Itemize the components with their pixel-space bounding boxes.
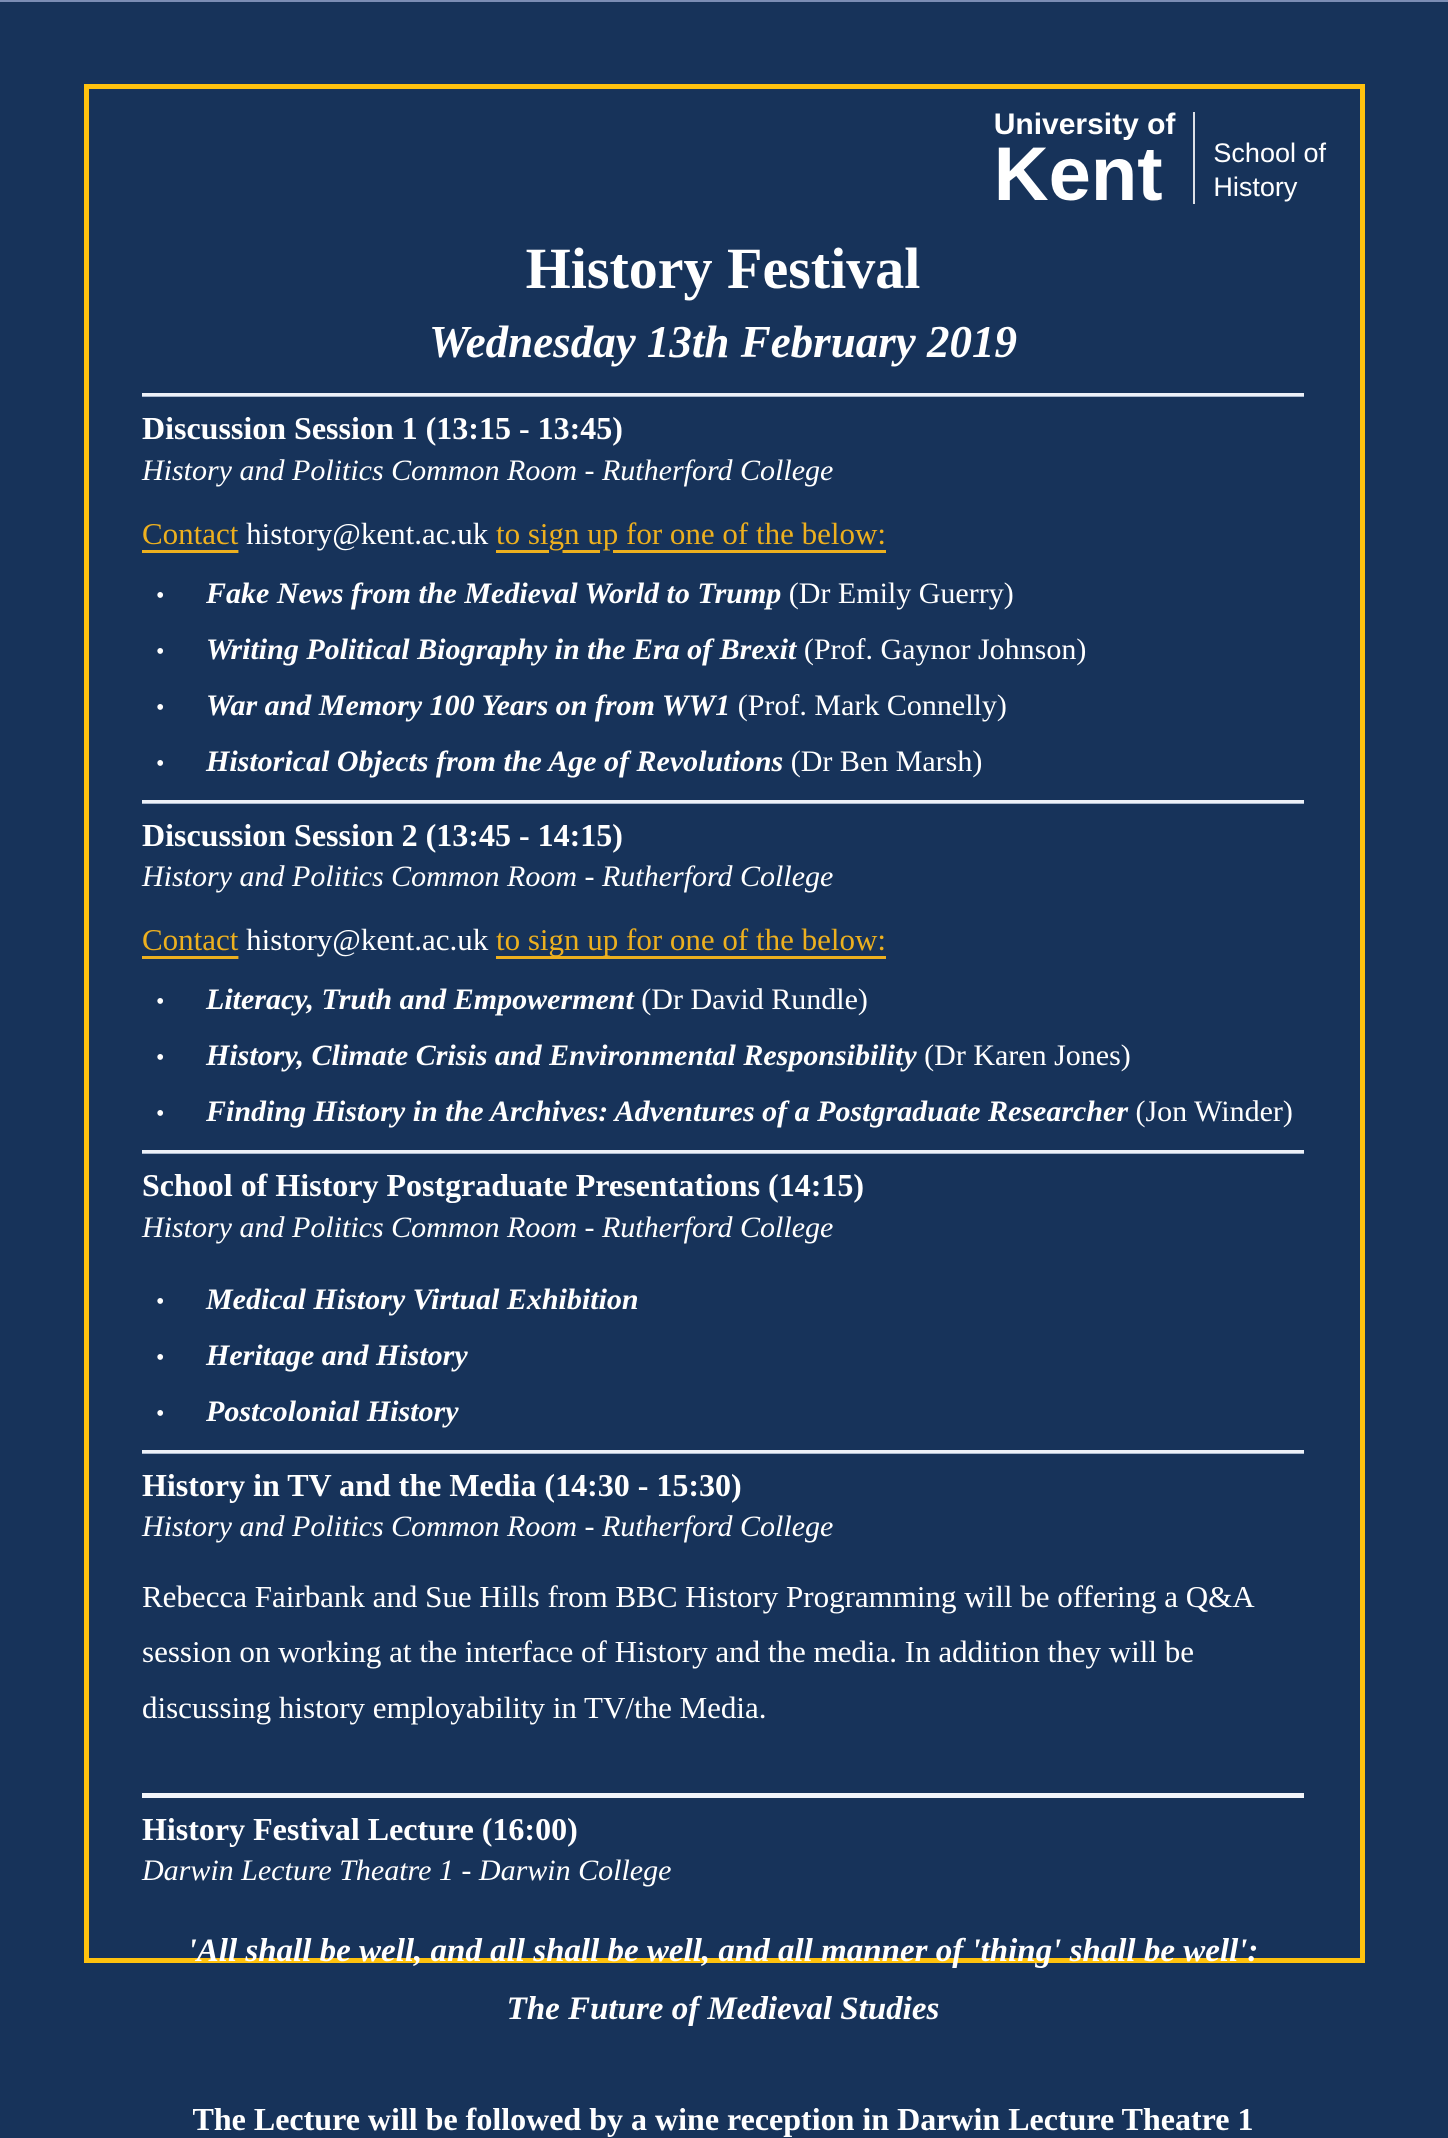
talk-title: Fake News from the Medieval World to Trump — [206, 576, 782, 610]
separator — [142, 1793, 1304, 1798]
university-of-text: University of — [993, 108, 1176, 141]
talk-speaker: (Jon Winder) — [1135, 1095, 1293, 1129]
talk-list — [142, 1282, 1304, 1430]
talk-title: Finding History in the Archives: Adventures of a Postgraduate Researcher — [206, 1095, 1128, 1129]
talk-item — [142, 688, 1304, 724]
contact-line — [142, 921, 1304, 958]
section-history-festival-lecture — [142, 1810, 1304, 2039]
talk-speaker: (Prof. Gaynor Johnson) — [803, 632, 1087, 666]
separator — [142, 800, 1304, 804]
talk-item — [142, 1094, 1304, 1130]
contact-line — [142, 515, 1304, 552]
session-location: History and Politics Common Room - Rutherford College — [142, 860, 834, 894]
separator — [142, 1450, 1304, 1454]
talk-title: Writing Political Biography in the Era of Brexit — [206, 632, 797, 666]
school-of-line: School of — [1213, 137, 1326, 168]
session-location: History and Politics Common Room - Rutherford College — [142, 1510, 834, 1544]
contact-email-link[interactable]: history@kent.ac.uk — [246, 922, 489, 958]
contact-link[interactable]: Contact — [142, 515, 239, 551]
lecture-title — [142, 1923, 1304, 2039]
bullet-icon: • — [156, 1344, 165, 1371]
talk-item — [142, 1338, 1304, 1374]
talk-title: Heritage and History — [206, 1338, 468, 1372]
talk-list — [142, 576, 1304, 780]
section-discussion-session-2 — [142, 816, 1304, 1131]
talk-speaker: (Dr Emily Guerry) — [788, 576, 1014, 610]
talk-speaker: (Dr Karen Jones) — [924, 1039, 1131, 1073]
talk-title: War and Memory 100 Years on from WW1 — [206, 688, 731, 722]
talk-item — [142, 744, 1304, 780]
session-location: History and Politics Common Room - Rutherford College — [142, 1210, 834, 1244]
school-of-history-text — [1213, 137, 1326, 205]
bullet-icon: • — [156, 1045, 165, 1072]
signup-link[interactable]: to sign up for one of the below: — [495, 922, 886, 958]
wine-reception-note: The Lecture will be followed by a wine reception in Darwin Lecture Theatre 1 — [192, 2100, 1254, 2137]
bullet-icon: • — [156, 1400, 165, 1427]
talk-item — [142, 1038, 1304, 1074]
session-heading: History Festival Lecture (16:00) — [142, 1810, 578, 1847]
session-heading: Discussion Session 2 (13:45 - 14:15) — [142, 816, 623, 853]
session-heading: School of History Postgraduate Presentations (14:15) — [142, 1167, 864, 1204]
session-location: History and Politics Common Room - Rutherford College — [142, 453, 834, 487]
kent-text: Kent — [993, 132, 1163, 217]
talk-list — [142, 982, 1304, 1130]
bullet-icon: • — [156, 582, 165, 609]
talk-title: Historical Objects from the Age of Revolutions — [206, 744, 784, 778]
section-history-in-tv-media — [142, 1466, 1304, 1735]
kent-wordmark — [993, 108, 1176, 217]
logo-row — [142, 108, 1326, 217]
talk-title: Literacy, Truth and Empowerment — [206, 983, 634, 1017]
talk-item — [142, 982, 1304, 1018]
bullet-icon: • — [156, 694, 165, 721]
bullet-icon: • — [156, 1101, 165, 1128]
lecture-title-line2: The Future of Medieval Studies — [506, 1990, 940, 2027]
page-title: History Festival — [525, 236, 921, 302]
contact-email-link[interactable]: history@kent.ac.uk — [246, 515, 489, 551]
session-description: Rebecca Fairbank and Sue Hills from BBC History Programming will be offering a Q&A session on working at the interface of History and the media. In addition they will be discussing history employability in TV/the Media. — [142, 1579, 1253, 1725]
bullet-icon: • — [156, 1288, 165, 1315]
talk-item — [142, 1394, 1304, 1430]
session-location: Darwin Lecture Theatre 1 - Darwin College — [142, 1854, 672, 1888]
history-line: History — [1213, 171, 1298, 202]
separator — [142, 1150, 1304, 1154]
poster-content — [142, 86, 1326, 2138]
section-discussion-session-1 — [142, 409, 1304, 780]
talk-title: Postcolonial History — [206, 1394, 459, 1428]
event-date: Wednesday 13th February 2019 — [429, 317, 1017, 368]
session-heading: History in TV and the Media (14:30 - 15:30) — [142, 1466, 742, 1503]
talk-title: Medical History Virtual Exhibition — [206, 1282, 639, 1316]
talk-item — [142, 632, 1304, 668]
lecture-title-line1: 'All shall be well, and all shall be well, and all manner of 'thing' shall be well': — [187, 1933, 1259, 1970]
screen-top-edge — [0, 0, 1448, 2]
bullet-icon: • — [156, 750, 165, 777]
talk-item — [142, 576, 1304, 612]
talk-speaker: (Prof. Mark Connelly) — [737, 688, 1007, 722]
contact-link[interactable]: Contact — [142, 922, 239, 958]
section-postgraduate-presentations — [142, 1166, 1304, 1429]
talk-title: History, Climate Crisis and Environmental Responsibility — [206, 1039, 917, 1073]
logo-divider — [1193, 112, 1195, 204]
bullet-icon: • — [156, 638, 165, 665]
talk-speaker: (Dr David Rundle) — [641, 983, 868, 1017]
separator — [142, 393, 1304, 397]
bullet-icon: • — [156, 989, 165, 1016]
university-of-kent-logo — [993, 108, 1326, 217]
talk-item — [142, 1282, 1304, 1318]
session-heading: Discussion Session 1 (13:15 - 13:45) — [142, 410, 623, 447]
signup-link[interactable]: to sign up for one of the below: — [495, 515, 886, 551]
talk-speaker: (Dr Ben Marsh) — [790, 744, 983, 778]
